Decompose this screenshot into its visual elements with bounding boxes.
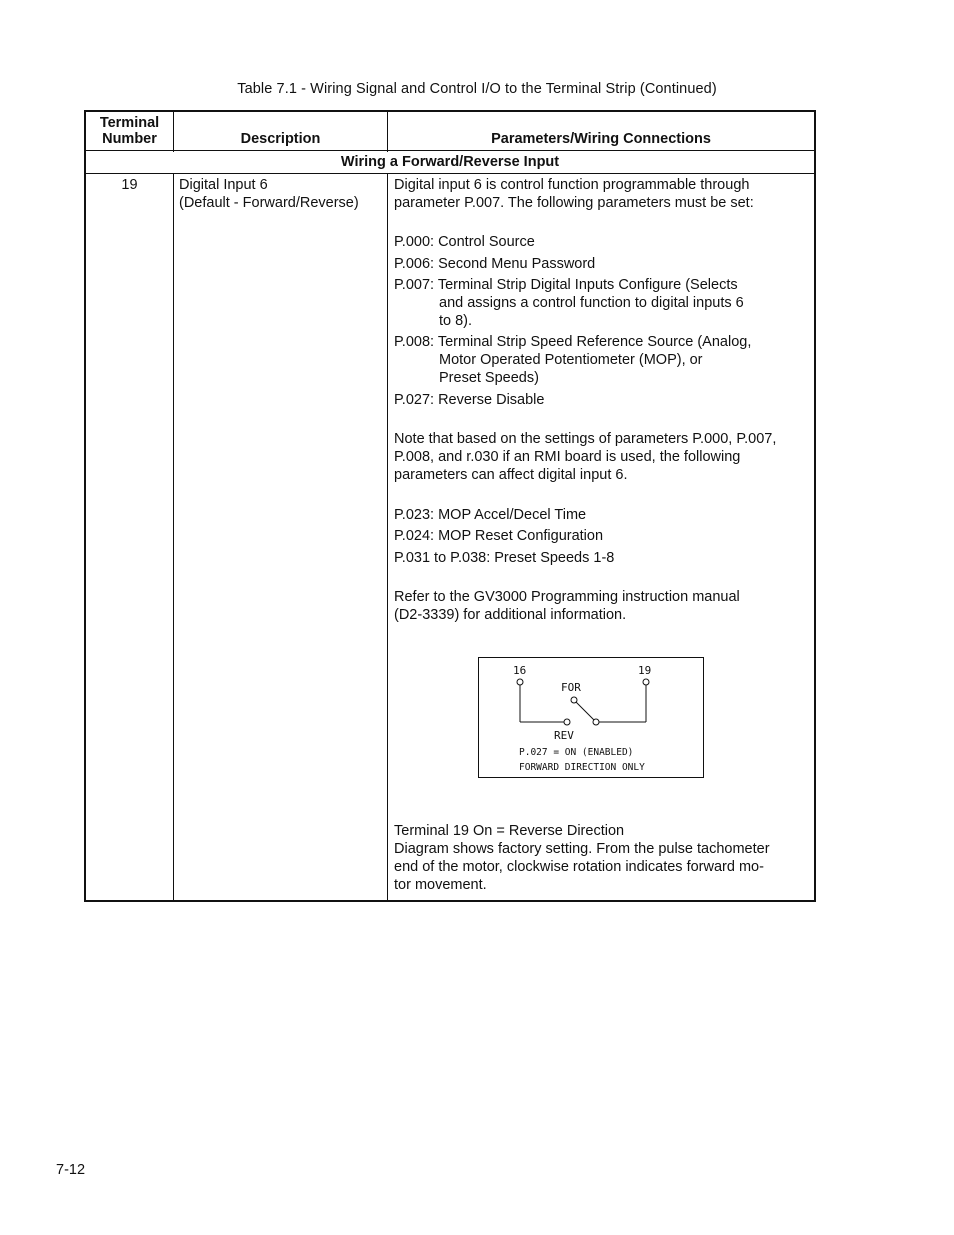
for-label: FOR — [561, 681, 581, 694]
row-divider — [86, 173, 814, 174]
page-number: 7-12 — [56, 1162, 86, 1178]
terminal-number-cell: 19 — [121, 177, 138, 193]
header-text: Number — [102, 131, 157, 147]
param-p000: P.000: Control Source — [394, 234, 535, 250]
note-paragraph: Note that based on the settings of parameters P.000, P.007, P.008, and r.030 if an RMI board is used, the following parameters can affect digital input 6. — [394, 431, 777, 483]
row-divider — [86, 150, 814, 151]
refer-paragraph: Refer to the GV3000 Programming instruction manual (D2-3339) for additional information. — [394, 589, 740, 623]
diagram-note-line2: FORWARD DIRECTION ONLY — [519, 762, 645, 773]
rev-contact — [564, 719, 570, 725]
col-divider — [387, 174, 388, 900]
param-p023: P.023: MOP Accel/Decel Time — [394, 507, 587, 523]
header-parameters: Parameters/Wiring Connections — [491, 131, 711, 147]
param-p024: P.024: MOP Reset Configuration — [394, 528, 604, 544]
header-terminal-number — [86, 115, 173, 147]
description-cell — [179, 176, 359, 212]
header-text: Terminal — [99, 115, 160, 131]
terminal-16-node — [517, 679, 523, 685]
description-text: (Default - Forward/Reverse) — [179, 195, 359, 211]
wiring-diagram — [478, 657, 704, 778]
switch-arm — [576, 702, 594, 720]
section-title: Wiring a Forward/Reverse Input — [340, 154, 560, 170]
footer-paragraph: Terminal 19 On = Reverse Direction Diagram shows factory setting. From the pulse tachometer end of the motor, clockwise rotation indicates forward mo- tor movement. — [394, 823, 770, 893]
header-description: Description — [240, 131, 321, 147]
rev-label: REV — [554, 729, 574, 742]
param-p008: P.008: Terminal Strip Speed Reference Source (Analog, Motor Operated Potentiometer (MOP), or Preset Speeds) — [394, 334, 752, 386]
switch-schematic — [479, 658, 703, 777]
col-divider — [173, 174, 174, 900]
intro-paragraph: Digital input 6 is control function programmable through parameter P.007. The following parameters must be set: — [394, 177, 754, 211]
description-text: Digital Input 6 — [179, 177, 268, 193]
param-p007: P.007: Terminal Strip Digital Inputs Configure (Selects and assigns a control function to digital inputs 6 to 8). — [394, 277, 744, 329]
table-caption: Table 7.1 - Wiring Signal and Control I/O to the Terminal Strip (Continued) — [237, 81, 717, 97]
wiring-table — [84, 110, 816, 902]
param-p031-p038: P.031 to P.038: Preset Speeds 1-8 — [394, 550, 615, 566]
terminal-19-label: 19 — [638, 664, 652, 677]
param-p027: P.027: Reverse Disable — [394, 392, 545, 408]
terminal-19-node — [643, 679, 649, 685]
param-p006: P.006: Second Menu Password — [394, 256, 596, 272]
diagram-note-line1: P.027 = ON (ENABLED) — [519, 747, 634, 758]
terminal-16-label: 16 — [513, 664, 527, 677]
